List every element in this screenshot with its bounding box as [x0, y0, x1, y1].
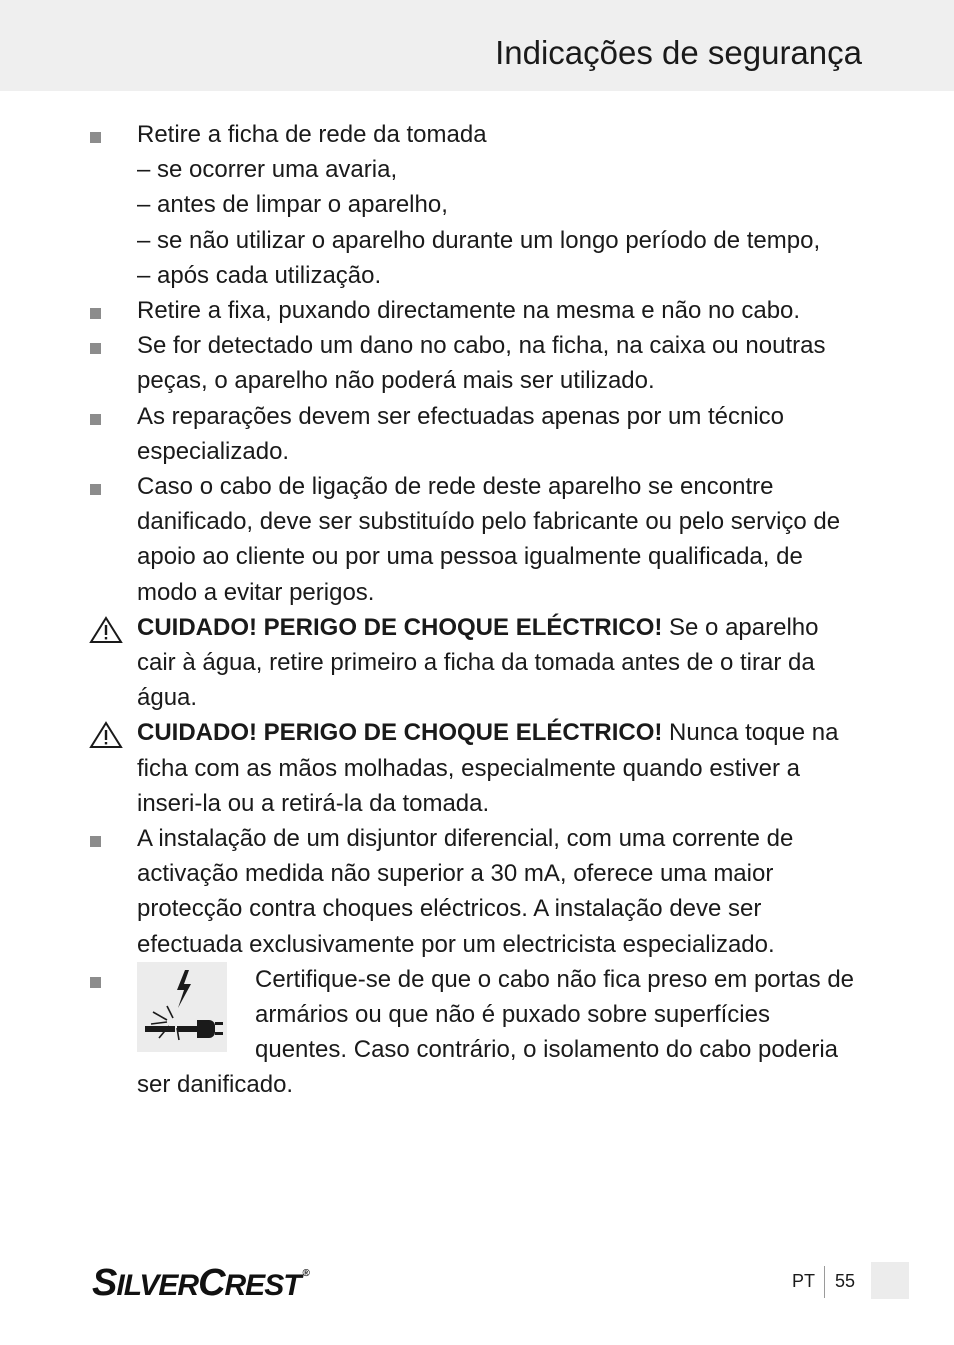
item-text: Nunca toque na ficha com as mãos molhadas, especialmente quando estiver a inseri-la ou a retirá-la da tomada. — [137, 719, 839, 817]
logo-letter: REST — [224, 1269, 301, 1302]
list-item — [0, 293, 862, 328]
footer-divider — [824, 1266, 825, 1298]
item-text: Retire a fixa, puxando directamente na mesma e não no cabo. — [137, 297, 801, 325]
logo-letter: S — [92, 1262, 117, 1304]
silvercrest-logo — [92, 1262, 309, 1305]
square-bullet-icon — [90, 484, 101, 495]
sub-item: – após cada utilização. — [137, 261, 382, 289]
item-text: A instalação de um disjuntor diferencial, com uma corrente de activação medida não superior a 30 mA, oferece uma maior protecção contra choques eléctricos. A instalação deve ser efectuada exclusivamente por um electricista especializado. — [137, 825, 794, 958]
item-text: As reparações devem ser efectuadas apenas por um técnico especializado. — [137, 402, 785, 465]
square-bullet-icon — [90, 132, 101, 143]
square-bullet-icon — [90, 836, 101, 847]
item-text: Certifique-se de que o cabo não fica preso em portas de armários ou que não é puxado sobre superfícies quentes. Caso contrário, o isolamento do cabo poderia ser danificado. — [137, 965, 855, 1099]
square-bullet-icon — [90, 414, 101, 425]
item-text: Retire a ficha de rede da tomada — [137, 121, 487, 148]
square-bullet-icon — [90, 343, 101, 354]
warning-item — [0, 610, 862, 716]
list-item — [0, 962, 862, 1103]
sub-item: – se não utilizar o aparelho durante um longo período de tempo, — [137, 226, 821, 254]
warning-item — [0, 715, 862, 821]
square-bullet-icon — [90, 308, 101, 319]
list-item — [0, 821, 862, 962]
logo-letter: C — [198, 1262, 225, 1304]
sub-item: – antes de limpar o aparelho, — [137, 191, 448, 219]
language-code: PT — [792, 1271, 816, 1291]
page-number: 55 — [835, 1271, 856, 1291]
warning-triangle-icon — [89, 721, 123, 749]
sub-item: – se ocorrer uma avaria, — [137, 156, 398, 184]
safety-content — [0, 117, 954, 1103]
warning-label: CUIDADO! PERIGO DE CHOQUE ELÉCTRICO! — [137, 613, 663, 641]
page-tab-marker — [871, 1262, 909, 1299]
list-item — [0, 328, 862, 398]
warning-label: CUIDADO! PERIGO DE CHOQUE ELÉCTRICO! — [137, 719, 663, 747]
list-item — [0, 117, 862, 293]
item-text: Se for detectado um dano no cabo, na ficha, na caixa ou noutras peças, o aparelho não poderá mais ser utilizado. — [137, 332, 826, 395]
item-text: Caso o cabo de ligação de rede deste aparelho se encontre danificado, deve ser substituído pelo fabricante ou pelo serviço de apoio ao cliente ou por uma pessoa igualmente qualificada, de modo a evitar perigos. — [137, 473, 841, 606]
registered-mark: ® — [302, 1268, 309, 1279]
page-title: Indicações de segurança — [495, 34, 862, 71]
warning-triangle-icon — [89, 616, 123, 644]
square-bullet-icon — [90, 977, 101, 988]
item-text: Se o aparelho cair à água, retire primeiro a ficha da tomada antes de o tirar da água. — [137, 613, 819, 712]
cable-damage-warning-icon — [137, 962, 227, 1052]
logo-letter: ILVER — [116, 1269, 199, 1302]
list-item — [0, 469, 862, 610]
list-item — [0, 399, 862, 469]
